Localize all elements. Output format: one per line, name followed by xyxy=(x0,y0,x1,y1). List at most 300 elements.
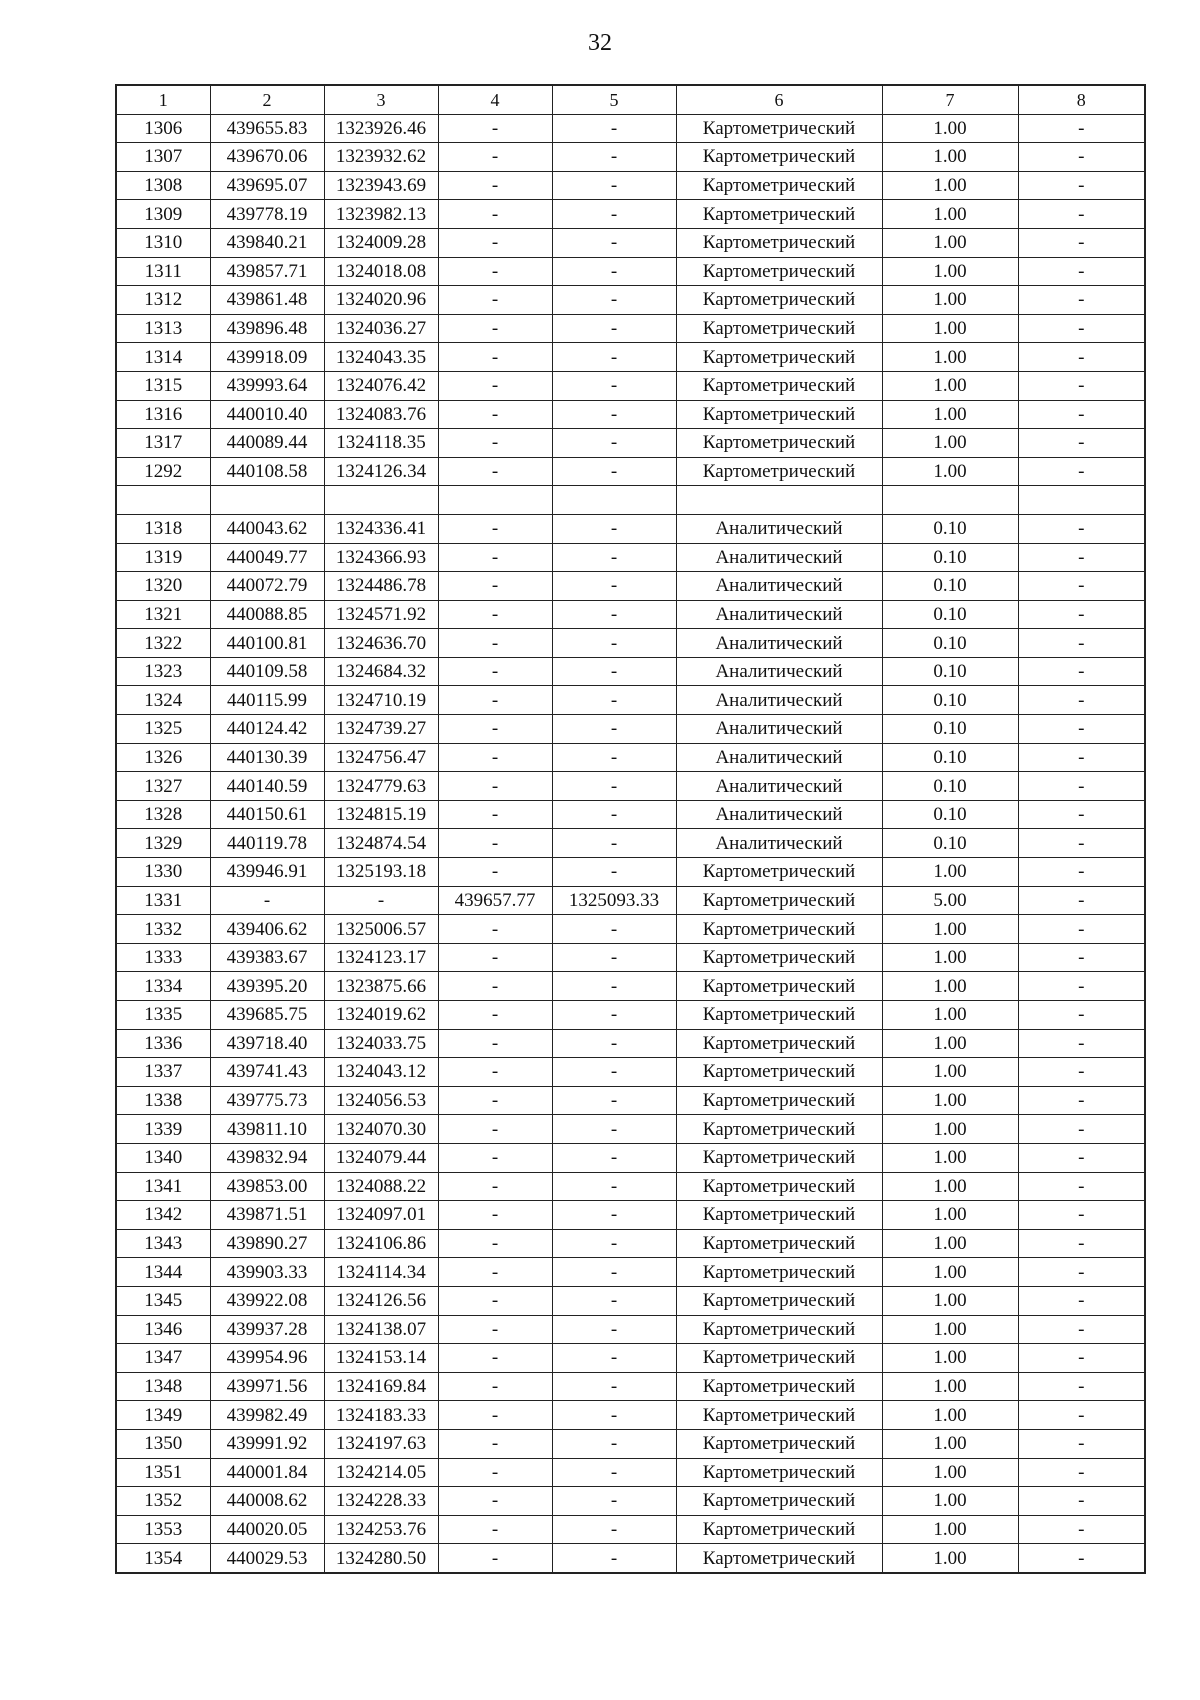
table-cell: - xyxy=(552,514,676,543)
table-cell: 440049.77 xyxy=(210,543,324,572)
table-cell: 0.10 xyxy=(882,629,1018,658)
table-cell: 1.00 xyxy=(882,371,1018,400)
table-cell: 439937.28 xyxy=(210,1315,324,1344)
table-cell: - xyxy=(552,1086,676,1115)
table-cell: 439395.20 xyxy=(210,972,324,1001)
table-cell: 439982.49 xyxy=(210,1401,324,1430)
table-cell: 1317 xyxy=(116,429,210,458)
table-cell: Картометрический xyxy=(676,257,882,286)
table-cell: 1324033.75 xyxy=(324,1029,438,1058)
table-cell: Аналитический xyxy=(676,686,882,715)
table-cell: - xyxy=(1018,743,1145,772)
table-cell: - xyxy=(1018,1229,1145,1258)
table-cell: 1333 xyxy=(116,943,210,972)
table-cell: 1.00 xyxy=(882,143,1018,172)
table-cell: - xyxy=(1018,1458,1145,1487)
table-cell: Картометрический xyxy=(676,858,882,887)
table-cell: 1.00 xyxy=(882,1487,1018,1516)
table-cell: - xyxy=(1018,543,1145,572)
table-cell: 1322 xyxy=(116,629,210,658)
table-cell: 439741.43 xyxy=(210,1058,324,1087)
table-cell: - xyxy=(552,686,676,715)
table-cell: - xyxy=(438,143,552,172)
table-cell: 440108.58 xyxy=(210,457,324,486)
table-cell: 1324183.33 xyxy=(324,1401,438,1430)
table-cell: 440010.40 xyxy=(210,400,324,429)
table-cell: - xyxy=(438,543,552,572)
table-cell: 1.00 xyxy=(882,915,1018,944)
table-cell: 1314 xyxy=(116,343,210,372)
table-cell: Картометрический xyxy=(676,1487,882,1516)
table-cell: 439971.56 xyxy=(210,1372,324,1401)
table-cell: 0.10 xyxy=(882,543,1018,572)
table-cell: - xyxy=(1018,943,1145,972)
table-cell: - xyxy=(1018,314,1145,343)
table-cell: - xyxy=(438,1372,552,1401)
table-cell: 439896.48 xyxy=(210,314,324,343)
table-cell: 0.10 xyxy=(882,715,1018,744)
table-cell xyxy=(438,486,552,515)
table-cell: - xyxy=(552,1001,676,1030)
table-cell: 439922.08 xyxy=(210,1286,324,1315)
table-cell: - xyxy=(438,371,552,400)
table-cell: - xyxy=(552,572,676,601)
table-cell: - xyxy=(552,743,676,772)
table-cell: Картометрический xyxy=(676,1258,882,1287)
table-row xyxy=(116,1086,1145,1115)
table-cell: 1344 xyxy=(116,1258,210,1287)
table-cell: 1312 xyxy=(116,286,210,315)
table-cell: - xyxy=(552,1115,676,1144)
table-cell: 439383.67 xyxy=(210,943,324,972)
table-cell: - xyxy=(1018,1029,1145,1058)
table-cell: 1.00 xyxy=(882,1515,1018,1544)
table-cell: 0.10 xyxy=(882,829,1018,858)
table-cell xyxy=(676,486,882,515)
table-cell: - xyxy=(438,772,552,801)
header-cell: 6 xyxy=(676,85,882,114)
table-cell: 439657.77 xyxy=(438,886,552,915)
table-cell: 1324020.96 xyxy=(324,286,438,315)
table-row xyxy=(116,286,1145,315)
table-cell: - xyxy=(552,114,676,143)
table-cell: - xyxy=(1018,1544,1145,1573)
table-cell: - xyxy=(1018,1372,1145,1401)
table-cell: - xyxy=(438,114,552,143)
table-cell: - xyxy=(1018,1201,1145,1230)
table-row xyxy=(116,1315,1145,1344)
table-row xyxy=(116,1058,1145,1087)
table-cell: 1.00 xyxy=(882,972,1018,1001)
table-cell: Картометрический xyxy=(676,1086,882,1115)
table-cell: 1.00 xyxy=(882,343,1018,372)
table-row xyxy=(116,228,1145,257)
table-cell: - xyxy=(438,1058,552,1087)
table-cell: Аналитический xyxy=(676,657,882,686)
table-cell: 1325193.18 xyxy=(324,858,438,887)
table-cell: - xyxy=(552,657,676,686)
table-cell: 1.00 xyxy=(882,314,1018,343)
table-cell: Картометрический xyxy=(676,314,882,343)
table-cell: 1324366.93 xyxy=(324,543,438,572)
table-row xyxy=(116,514,1145,543)
table-cell: Аналитический xyxy=(676,772,882,801)
table-cell: 1339 xyxy=(116,1115,210,1144)
table-cell: 1352 xyxy=(116,1487,210,1516)
table-cell: 1.00 xyxy=(882,1344,1018,1373)
table-cell xyxy=(324,486,438,515)
table-cell: - xyxy=(1018,715,1145,744)
table-cell: - xyxy=(438,657,552,686)
table-cell: Картометрический xyxy=(676,1458,882,1487)
table-cell: 440029.53 xyxy=(210,1544,324,1573)
table-cell: - xyxy=(438,715,552,744)
table-cell: Аналитический xyxy=(676,543,882,572)
table-cell: Аналитический xyxy=(676,600,882,629)
table-cell: - xyxy=(1018,915,1145,944)
table-cell: 0.10 xyxy=(882,600,1018,629)
table-cell: 1319 xyxy=(116,543,210,572)
table-row xyxy=(116,1229,1145,1258)
table-cell: - xyxy=(552,343,676,372)
table-cell: 439946.91 xyxy=(210,858,324,887)
table-cell: - xyxy=(552,543,676,572)
table-row xyxy=(116,429,1145,458)
table-cell: - xyxy=(1018,772,1145,801)
table-cell: - xyxy=(438,600,552,629)
table-cell: Картометрический xyxy=(676,1401,882,1430)
table-cell: 1332 xyxy=(116,915,210,944)
table-cell: 1342 xyxy=(116,1201,210,1230)
table-cell: - xyxy=(552,1401,676,1430)
table-cell: 1324779.63 xyxy=(324,772,438,801)
table-cell: - xyxy=(438,200,552,229)
table-cell: - xyxy=(438,1229,552,1258)
table-cell: 439840.21 xyxy=(210,228,324,257)
table-cell: 440001.84 xyxy=(210,1458,324,1487)
table-row xyxy=(116,572,1145,601)
table-cell: 1324018.08 xyxy=(324,257,438,286)
table-cell: Картометрический xyxy=(676,1429,882,1458)
table-body xyxy=(116,114,1145,1573)
table-cell xyxy=(552,486,676,515)
table-cell: 1324070.30 xyxy=(324,1115,438,1144)
table-cell: - xyxy=(1018,800,1145,829)
table-cell: - xyxy=(1018,400,1145,429)
table-cell: - xyxy=(1018,1315,1145,1344)
table-cell: Картометрический xyxy=(676,114,882,143)
table-cell: - xyxy=(438,171,552,200)
table-cell: 1.00 xyxy=(882,429,1018,458)
table-cell: - xyxy=(324,886,438,915)
table-cell: 439918.09 xyxy=(210,343,324,372)
table-row xyxy=(116,1515,1145,1544)
table-cell: - xyxy=(438,286,552,315)
table-cell: 1331 xyxy=(116,886,210,915)
table-cell: 5.00 xyxy=(882,886,1018,915)
table-cell: 1324169.84 xyxy=(324,1372,438,1401)
table-cell: 1323926.46 xyxy=(324,114,438,143)
table-cell: 1324756.47 xyxy=(324,743,438,772)
table-cell: 1324009.28 xyxy=(324,228,438,257)
table-cell: - xyxy=(552,629,676,658)
table-cell: - xyxy=(438,1286,552,1315)
table-cell: 1324126.56 xyxy=(324,1286,438,1315)
table-row xyxy=(116,114,1145,143)
header-cell: 7 xyxy=(882,85,1018,114)
table-cell: 1310 xyxy=(116,228,210,257)
table-cell: - xyxy=(438,343,552,372)
table-cell: 1.00 xyxy=(882,1258,1018,1287)
table-row xyxy=(116,143,1145,172)
table-cell: - xyxy=(438,257,552,286)
table-cell: - xyxy=(1018,886,1145,915)
table-cell: - xyxy=(1018,1001,1145,1030)
table-cell: 1323943.69 xyxy=(324,171,438,200)
table-row xyxy=(116,343,1145,372)
table-cell: - xyxy=(552,800,676,829)
table-cell: - xyxy=(438,314,552,343)
table-cell: - xyxy=(438,1172,552,1201)
table-cell: 0.10 xyxy=(882,572,1018,601)
table-cell: 1.00 xyxy=(882,1544,1018,1573)
table-cell: 1351 xyxy=(116,1458,210,1487)
table-cell: 439685.75 xyxy=(210,1001,324,1030)
table-cell: - xyxy=(438,1401,552,1430)
table-cell: - xyxy=(552,829,676,858)
table-cell: 1324076.42 xyxy=(324,371,438,400)
table-cell: 1.00 xyxy=(882,114,1018,143)
table-row xyxy=(116,257,1145,286)
table-cell: - xyxy=(552,1372,676,1401)
table-cell: 439993.64 xyxy=(210,371,324,400)
table-cell: 1350 xyxy=(116,1429,210,1458)
table-cell: 1.00 xyxy=(882,457,1018,486)
table-cell: 1334 xyxy=(116,972,210,1001)
table-cell: - xyxy=(1018,343,1145,372)
table-row xyxy=(116,1544,1145,1573)
table-row xyxy=(116,715,1145,744)
table-cell: 1.00 xyxy=(882,1315,1018,1344)
table-cell: - xyxy=(1018,171,1145,200)
table-cell: Картометрический xyxy=(676,143,882,172)
table-cell: Картометрический xyxy=(676,1544,882,1573)
table-cell: Картометрический xyxy=(676,972,882,1001)
table-cell: 1.00 xyxy=(882,228,1018,257)
table-row xyxy=(116,972,1145,1001)
table-cell: - xyxy=(1018,286,1145,315)
table-cell: 1315 xyxy=(116,371,210,400)
table-cell: 1.00 xyxy=(882,200,1018,229)
table-cell: - xyxy=(438,1458,552,1487)
table-cell: - xyxy=(438,514,552,543)
table-cell xyxy=(210,486,324,515)
table-cell: Картометрический xyxy=(676,915,882,944)
table-cell: 1324153.14 xyxy=(324,1344,438,1373)
table-row xyxy=(116,829,1145,858)
table-cell: 1.00 xyxy=(882,1001,1018,1030)
table-cell: 1348 xyxy=(116,1372,210,1401)
table-cell: Картометрический xyxy=(676,1001,882,1030)
table-row xyxy=(116,1429,1145,1458)
table-cell: 439832.94 xyxy=(210,1143,324,1172)
table-cell: 439655.83 xyxy=(210,114,324,143)
table-cell: - xyxy=(438,858,552,887)
header-cell: 4 xyxy=(438,85,552,114)
table-row xyxy=(116,886,1145,915)
table-cell: 0.10 xyxy=(882,743,1018,772)
table-cell: 1324571.92 xyxy=(324,600,438,629)
table-cell: 1.00 xyxy=(882,1458,1018,1487)
table-cell: 1353 xyxy=(116,1515,210,1544)
table-cell: 1324197.63 xyxy=(324,1429,438,1458)
table-cell: - xyxy=(552,1487,676,1516)
coordinates-table xyxy=(115,84,1146,1574)
table-cell: - xyxy=(552,200,676,229)
table-cell: 1309 xyxy=(116,200,210,229)
table-cell: - xyxy=(438,800,552,829)
table-cell: - xyxy=(552,171,676,200)
table-cell: 1324036.27 xyxy=(324,314,438,343)
table-cell: - xyxy=(552,371,676,400)
table-cell: - xyxy=(438,1143,552,1172)
table-row xyxy=(116,200,1145,229)
table-cell: - xyxy=(552,286,676,315)
table-cell: Картометрический xyxy=(676,400,882,429)
table-cell: - xyxy=(1018,1401,1145,1430)
table-row xyxy=(116,543,1145,572)
table-cell: Картометрический xyxy=(676,429,882,458)
table-cell: 1.00 xyxy=(882,858,1018,887)
table-cell: 1.00 xyxy=(882,400,1018,429)
table-cell: Картометрический xyxy=(676,1029,882,1058)
table-cell: 1.00 xyxy=(882,1286,1018,1315)
table-cell: - xyxy=(1018,257,1145,286)
table-cell: Картометрический xyxy=(676,171,882,200)
table-cell xyxy=(116,486,210,515)
table-cell: - xyxy=(552,1286,676,1315)
table-cell: 1349 xyxy=(116,1401,210,1430)
table-cell: - xyxy=(438,743,552,772)
table-row xyxy=(116,943,1145,972)
table-cell: Аналитический xyxy=(676,629,882,658)
table-cell: - xyxy=(552,1544,676,1573)
table-row xyxy=(116,1372,1145,1401)
table-cell: 1330 xyxy=(116,858,210,887)
table-cell: - xyxy=(1018,1115,1145,1144)
table-row xyxy=(116,1143,1145,1172)
table-cell: 1324214.05 xyxy=(324,1458,438,1487)
table-cell: Картометрический xyxy=(676,1115,882,1144)
table-cell: 439954.96 xyxy=(210,1344,324,1373)
table-cell: 440089.44 xyxy=(210,429,324,458)
table-cell: 1324684.32 xyxy=(324,657,438,686)
table-cell: 440119.78 xyxy=(210,829,324,858)
table-cell: 0.10 xyxy=(882,514,1018,543)
table-cell: - xyxy=(438,1029,552,1058)
table-cell: 440115.99 xyxy=(210,686,324,715)
table-row xyxy=(116,457,1145,486)
table-row xyxy=(116,629,1145,658)
table-cell: - xyxy=(552,314,676,343)
table-cell: 1327 xyxy=(116,772,210,801)
table-cell: - xyxy=(552,228,676,257)
table-cell: 1324228.33 xyxy=(324,1487,438,1516)
table-cell: Картометрический xyxy=(676,1344,882,1373)
table-cell: - xyxy=(438,1429,552,1458)
table-cell: 1320 xyxy=(116,572,210,601)
table-cell: 1311 xyxy=(116,257,210,286)
table-cell: 440100.81 xyxy=(210,629,324,658)
table-row xyxy=(116,1115,1145,1144)
table-cell: - xyxy=(438,1201,552,1230)
table-cell: - xyxy=(552,1029,676,1058)
table-cell: - xyxy=(438,972,552,1001)
table-row xyxy=(116,600,1145,629)
table-cell: - xyxy=(1018,1086,1145,1115)
table-cell: - xyxy=(552,1458,676,1487)
table-row xyxy=(116,657,1145,686)
table-cell: 1324636.70 xyxy=(324,629,438,658)
table-cell: 1324043.12 xyxy=(324,1058,438,1087)
table-row xyxy=(116,1344,1145,1373)
table-cell: - xyxy=(438,1515,552,1544)
table-cell: Картометрический xyxy=(676,886,882,915)
table-row xyxy=(116,800,1145,829)
table-cell: 1324336.41 xyxy=(324,514,438,543)
table-cell: 439775.73 xyxy=(210,1086,324,1115)
table-cell: 440124.42 xyxy=(210,715,324,744)
table-cell: 1329 xyxy=(116,829,210,858)
table-cell: Картометрический xyxy=(676,457,882,486)
table-cell: 1323932.62 xyxy=(324,143,438,172)
table-cell: 1324043.35 xyxy=(324,343,438,372)
table-cell: - xyxy=(438,1115,552,1144)
table-cell: 439861.48 xyxy=(210,286,324,315)
table-cell: - xyxy=(1018,1172,1145,1201)
table-row xyxy=(116,1001,1145,1030)
table-cell: Аналитический xyxy=(676,800,882,829)
table-cell: 1.00 xyxy=(882,1058,1018,1087)
table-cell: - xyxy=(1018,686,1145,715)
table-cell: 1306 xyxy=(116,114,210,143)
table-cell: - xyxy=(1018,829,1145,858)
table-cell: - xyxy=(552,457,676,486)
table-cell: 0.10 xyxy=(882,800,1018,829)
table-cell: 1335 xyxy=(116,1001,210,1030)
table-cell: 1325006.57 xyxy=(324,915,438,944)
table-row xyxy=(116,686,1145,715)
table-cell: - xyxy=(552,972,676,1001)
table-cell xyxy=(1018,486,1145,515)
table-cell: 1307 xyxy=(116,143,210,172)
table-cell: Картометрический xyxy=(676,371,882,400)
table-cell: - xyxy=(1018,1487,1145,1516)
table-cell: 439853.00 xyxy=(210,1172,324,1201)
table-cell: 439718.40 xyxy=(210,1029,324,1058)
table-row xyxy=(116,772,1145,801)
table-cell: 1324874.54 xyxy=(324,829,438,858)
table-cell: 439890.27 xyxy=(210,1229,324,1258)
table-cell: 440088.85 xyxy=(210,600,324,629)
table-cell: 1326 xyxy=(116,743,210,772)
header-row xyxy=(116,85,1145,114)
table-cell: - xyxy=(552,915,676,944)
header-cell: 3 xyxy=(324,85,438,114)
table-cell: Картометрический xyxy=(676,343,882,372)
table-row xyxy=(116,1258,1145,1287)
table-cell: 1324056.53 xyxy=(324,1086,438,1115)
